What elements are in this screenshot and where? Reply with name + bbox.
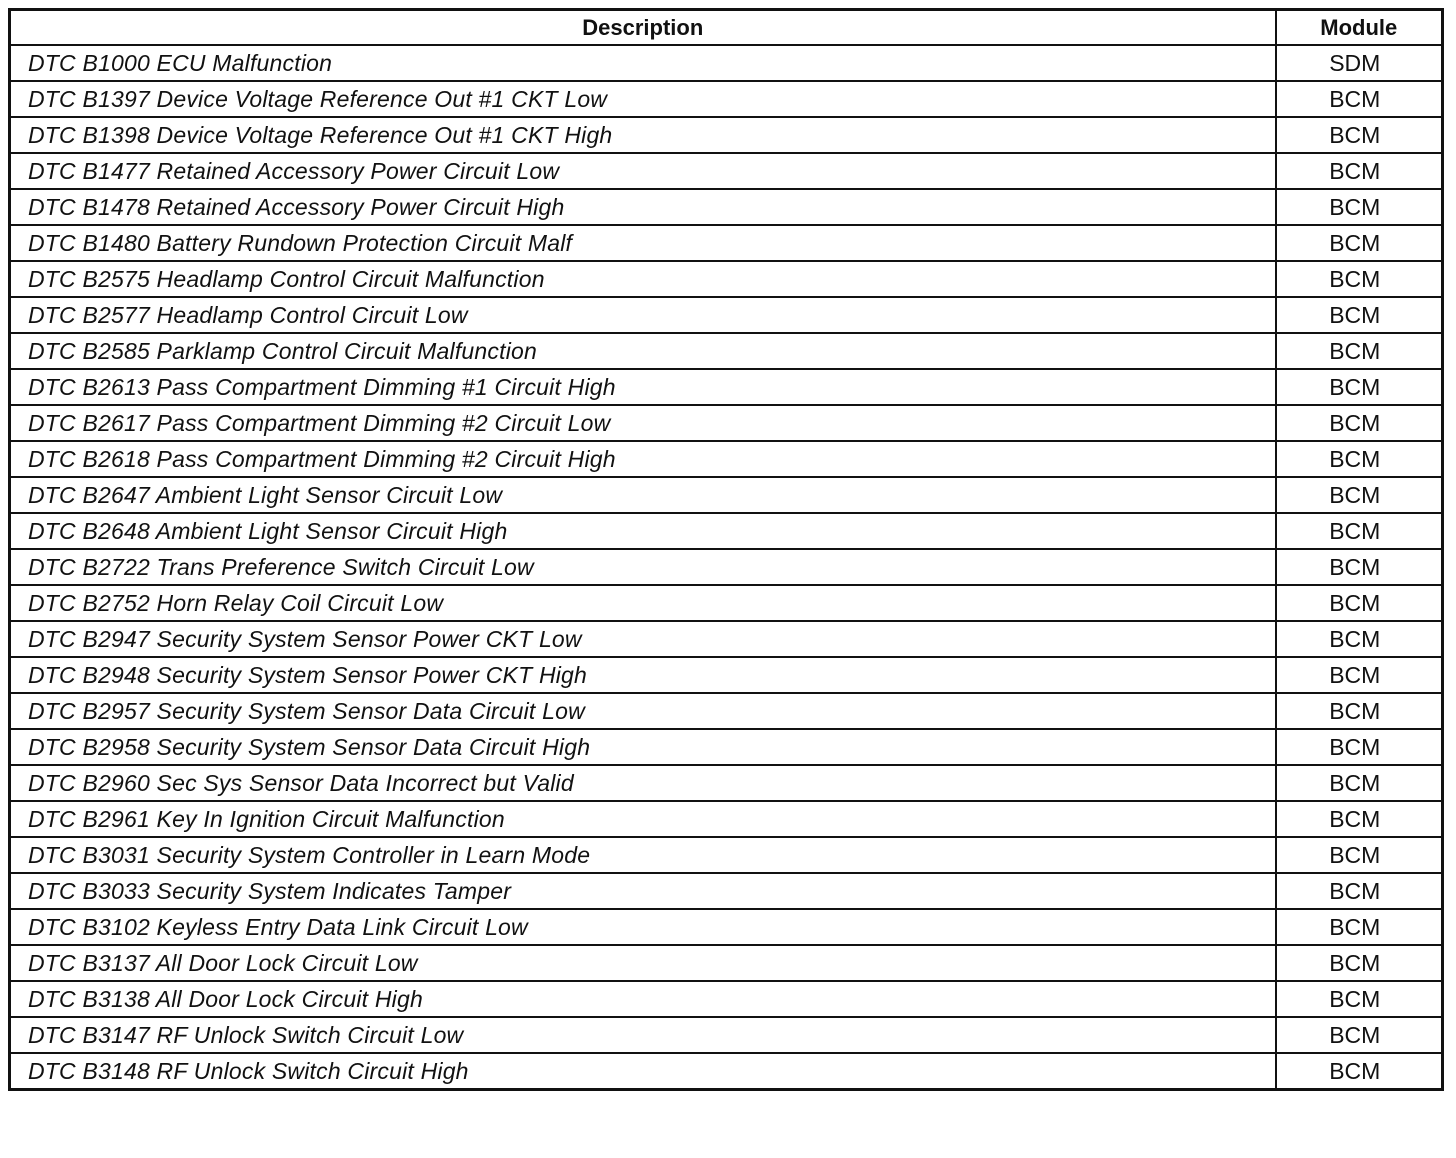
dtc-description-cell: DTC B1000 ECU Malfunction [10, 45, 1276, 81]
table-row [10, 261, 1443, 297]
dtc-description-cell: DTC B2722 Trans Preference Switch Circuit Low [10, 549, 1276, 585]
dtc-description-cell: DTC B3102 Keyless Entry Data Link Circuit Low [10, 909, 1276, 945]
table-row [10, 657, 1443, 693]
module-cell: BCM [1276, 585, 1443, 621]
dtc-description-cell: DTC B2948 Security System Sensor Power CKT High [10, 657, 1276, 693]
module-cell: BCM [1276, 801, 1443, 837]
dtc-description-cell: DTC B2618 Pass Compartment Dimming #2 Circuit High [10, 441, 1276, 477]
dtc-description-cell: DTC B2961 Key In Ignition Circuit Malfunction [10, 801, 1276, 837]
table-row [10, 873, 1443, 909]
table-row [10, 477, 1443, 513]
module-cell: SDM [1276, 45, 1443, 81]
module-cell: BCM [1276, 441, 1443, 477]
module-cell: BCM [1276, 765, 1443, 801]
table-row [10, 765, 1443, 801]
column-header-description: Description [10, 10, 1276, 46]
table-row [10, 81, 1443, 117]
header-row [10, 10, 1443, 46]
dtc-description-cell: DTC B2648 Ambient Light Sensor Circuit High [10, 513, 1276, 549]
dtc-description-cell: DTC B3137 All Door Lock Circuit Low [10, 945, 1276, 981]
module-cell: BCM [1276, 225, 1443, 261]
module-cell: BCM [1276, 477, 1443, 513]
table-row [10, 585, 1443, 621]
dtc-description-cell: DTC B2617 Pass Compartment Dimming #2 Circuit Low [10, 405, 1276, 441]
table-row [10, 333, 1443, 369]
dtc-description-cell: DTC B2575 Headlamp Control Circuit Malfunction [10, 261, 1276, 297]
table-row [10, 153, 1443, 189]
module-cell: BCM [1276, 261, 1443, 297]
table-row [10, 189, 1443, 225]
table-row [10, 297, 1443, 333]
module-cell: BCM [1276, 657, 1443, 693]
dtc-description-cell: DTC B1477 Retained Accessory Power Circuit Low [10, 153, 1276, 189]
column-header-module: Module [1276, 10, 1443, 46]
dtc-description-cell: DTC B3148 RF Unlock Switch Circuit High [10, 1053, 1276, 1090]
table-row [10, 729, 1443, 765]
table-row [10, 621, 1443, 657]
module-cell: BCM [1276, 621, 1443, 657]
dtc-description-cell: DTC B2585 Parklamp Control Circuit Malfunction [10, 333, 1276, 369]
module-cell: BCM [1276, 1053, 1443, 1090]
table-row [10, 1053, 1443, 1090]
table-row [10, 1017, 1443, 1053]
dtc-description-cell: DTC B3138 All Door Lock Circuit High [10, 981, 1276, 1017]
table-row [10, 441, 1443, 477]
dtc-description-cell: DTC B3031 Security System Controller in Learn Mode [10, 837, 1276, 873]
dtc-description-cell: DTC B1398 Device Voltage Reference Out #1 CKT High [10, 117, 1276, 153]
table-header [10, 10, 1443, 46]
dtc-description-cell: DTC B3033 Security System Indicates Tamper [10, 873, 1276, 909]
table-row [10, 837, 1443, 873]
table-row [10, 45, 1443, 81]
module-cell: BCM [1276, 729, 1443, 765]
dtc-description-cell: DTC B2957 Security System Sensor Data Circuit Low [10, 693, 1276, 729]
dtc-description-cell: DTC B1478 Retained Accessory Power Circuit High [10, 189, 1276, 225]
module-cell: BCM [1276, 153, 1443, 189]
table-row [10, 945, 1443, 981]
table-row [10, 909, 1443, 945]
table-row [10, 513, 1443, 549]
dtc-description-cell: DTC B1397 Device Voltage Reference Out #1 CKT Low [10, 81, 1276, 117]
table-body [10, 45, 1443, 1090]
dtc-description-cell: DTC B2613 Pass Compartment Dimming #1 Circuit High [10, 369, 1276, 405]
table-row [10, 369, 1443, 405]
module-cell: BCM [1276, 981, 1443, 1017]
module-cell: BCM [1276, 873, 1443, 909]
module-cell: BCM [1276, 189, 1443, 225]
dtc-description-cell: DTC B1480 Battery Rundown Protection Circuit Malf [10, 225, 1276, 261]
table-row [10, 801, 1443, 837]
dtc-description-cell: DTC B2577 Headlamp Control Circuit Low [10, 297, 1276, 333]
dtc-description-cell: DTC B3147 RF Unlock Switch Circuit Low [10, 1017, 1276, 1053]
dtc-description-cell: DTC B2647 Ambient Light Sensor Circuit Low [10, 477, 1276, 513]
module-cell: BCM [1276, 405, 1443, 441]
dtc-description-cell: DTC B2947 Security System Sensor Power CKT Low [10, 621, 1276, 657]
module-cell: BCM [1276, 513, 1443, 549]
table-row [10, 225, 1443, 261]
module-cell: BCM [1276, 369, 1443, 405]
table-row [10, 549, 1443, 585]
table-row [10, 405, 1443, 441]
table-row [10, 693, 1443, 729]
module-cell: BCM [1276, 333, 1443, 369]
table-row [10, 117, 1443, 153]
module-cell: BCM [1276, 549, 1443, 585]
module-cell: BCM [1276, 1017, 1443, 1053]
module-cell: BCM [1276, 693, 1443, 729]
module-cell: BCM [1276, 81, 1443, 117]
module-cell: BCM [1276, 297, 1443, 333]
module-cell: BCM [1276, 945, 1443, 981]
module-cell: BCM [1276, 837, 1443, 873]
module-cell: BCM [1276, 909, 1443, 945]
dtc-table [8, 8, 1444, 1091]
table-row [10, 981, 1443, 1017]
dtc-description-cell: DTC B2958 Security System Sensor Data Circuit High [10, 729, 1276, 765]
dtc-description-cell: DTC B2752 Horn Relay Coil Circuit Low [10, 585, 1276, 621]
module-cell: BCM [1276, 117, 1443, 153]
dtc-description-cell: DTC B2960 Sec Sys Sensor Data Incorrect but Valid [10, 765, 1276, 801]
